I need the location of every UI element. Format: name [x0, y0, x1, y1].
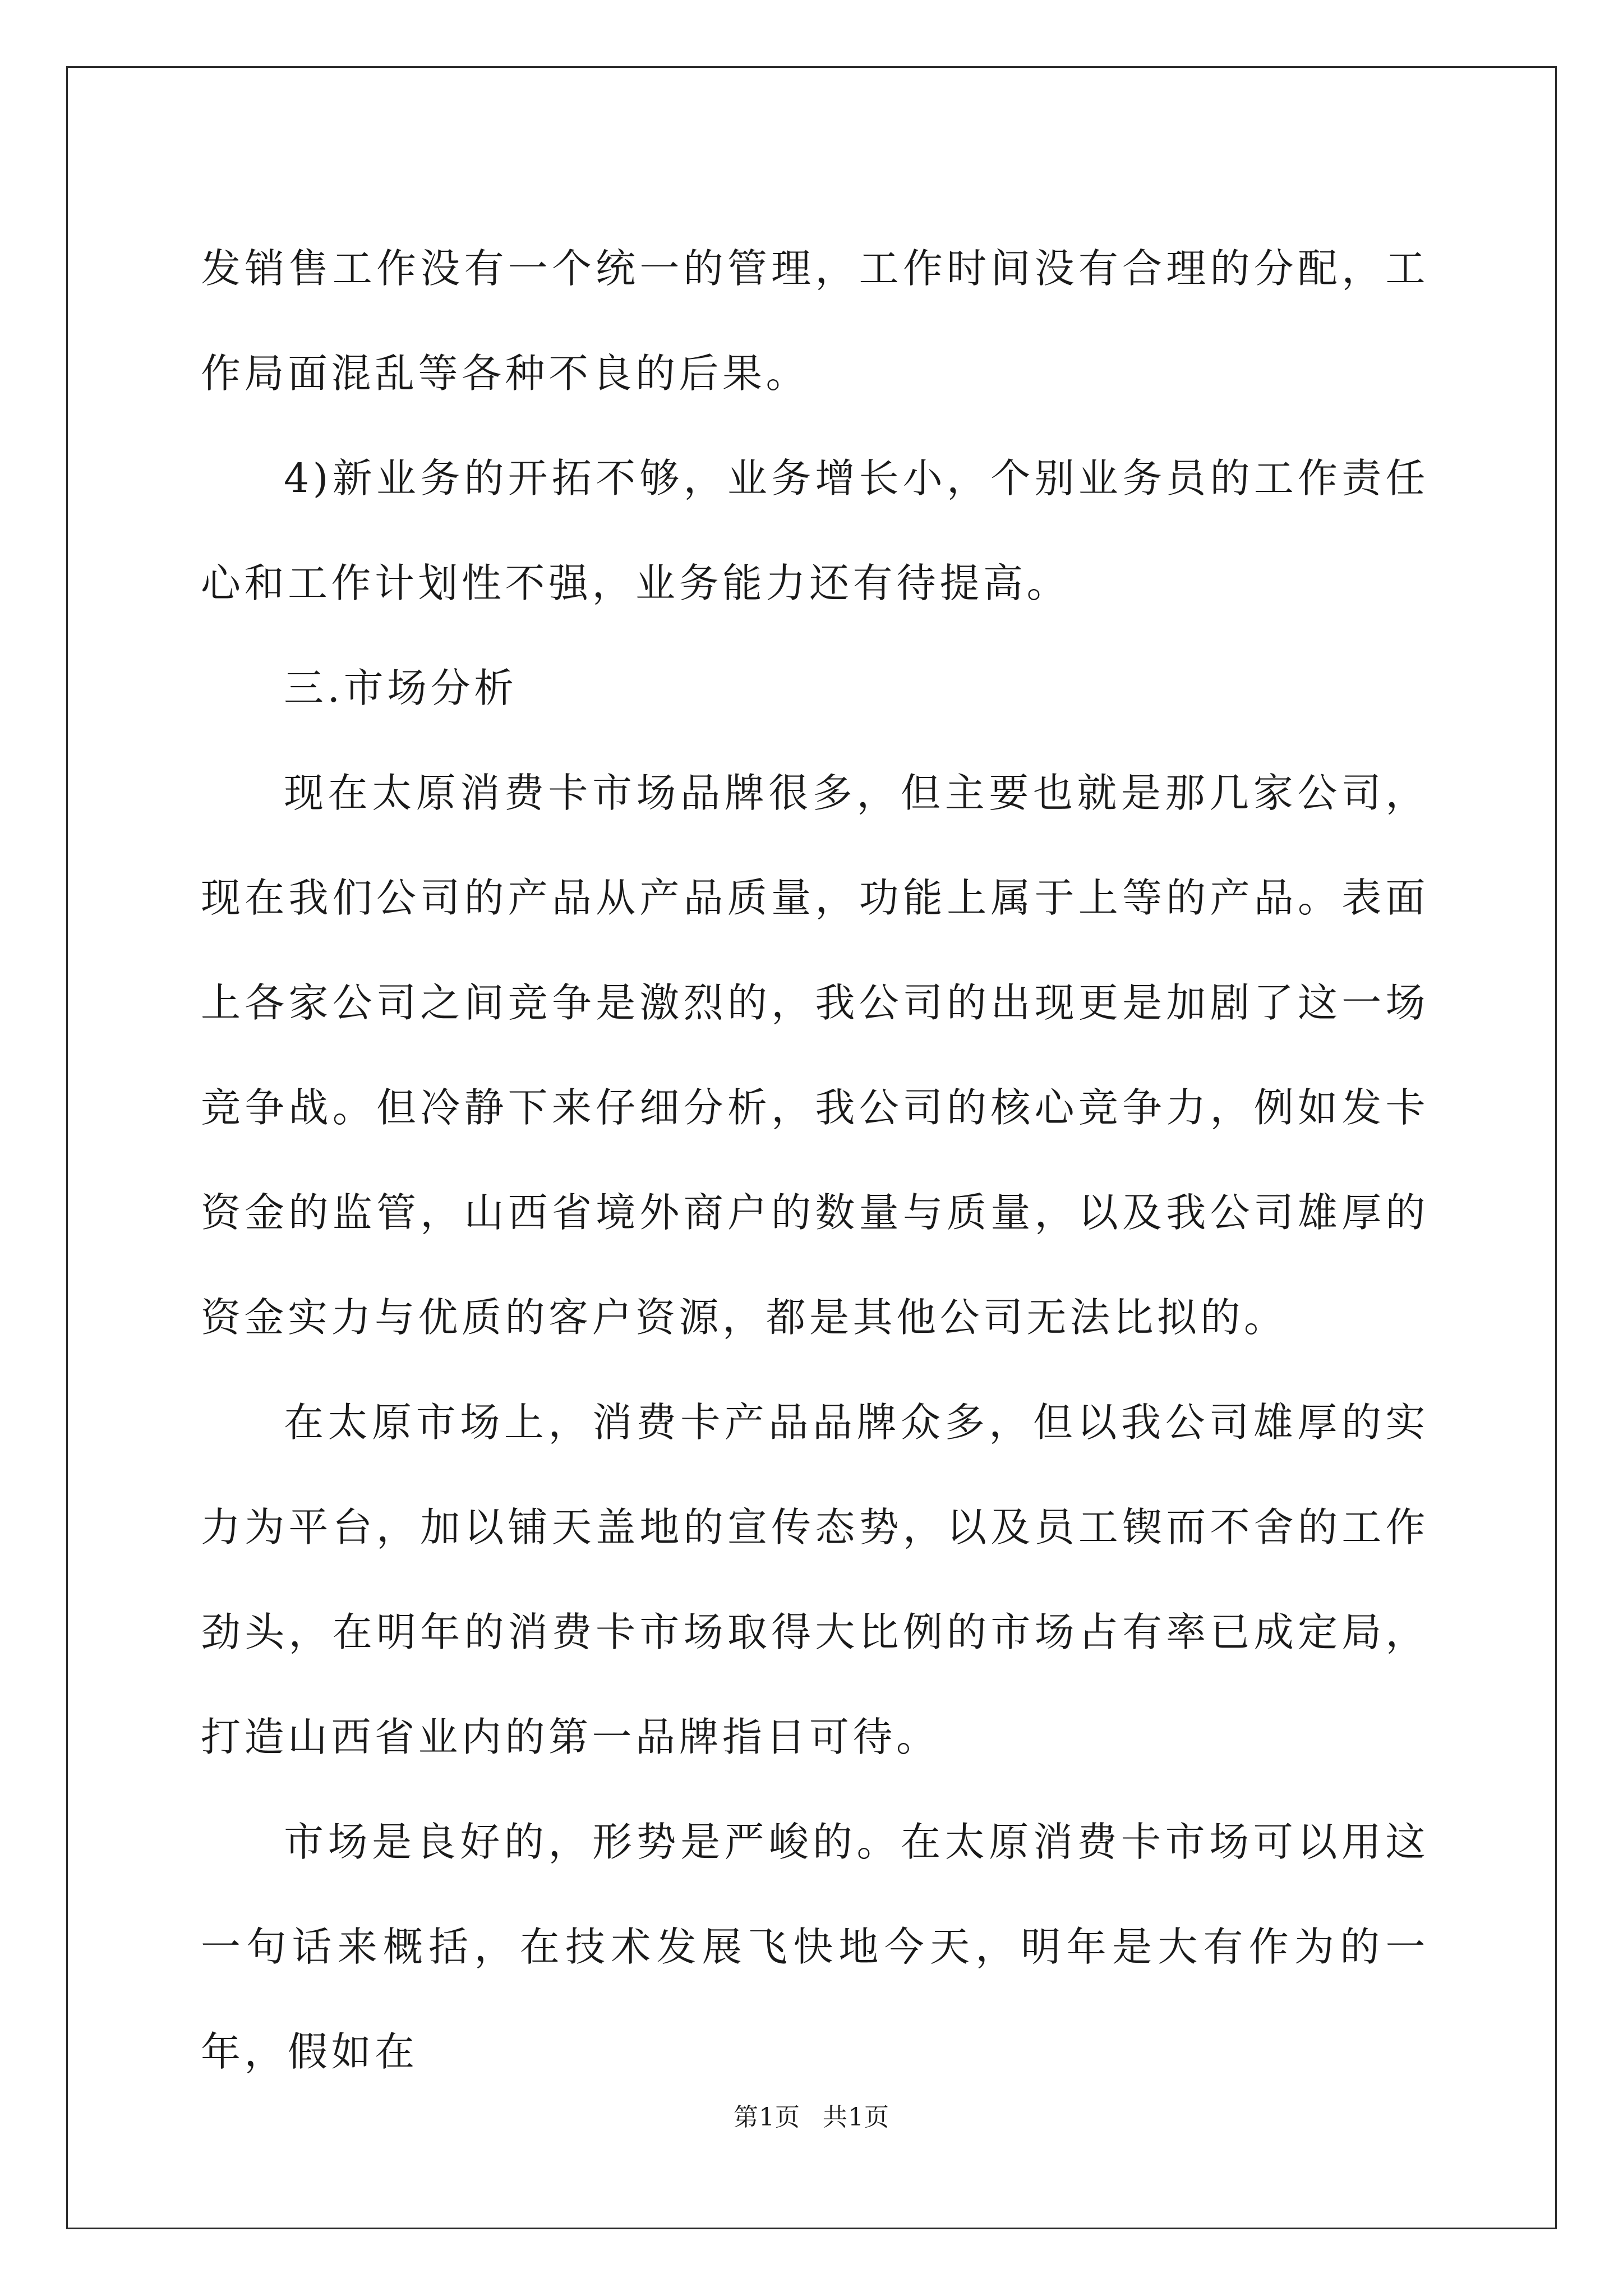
document-body [201, 216, 1429, 2104]
page-number-total: 共1页 [823, 2103, 889, 2132]
page-number-current: 第1页 [734, 2103, 800, 2132]
paragraph-continuation: 发销售工作没有一个统一的管理，工作时间没有合理的分配，工作局面混乱等各种不良的后果。 [201, 245, 1429, 397]
paragraph-item-4: 4)新业务的开拓不够，业务增长小，个别业务员的工作责任心和工作计划性不强，业务能力还有待提高。 [201, 455, 1429, 606]
page-footer [0, 2101, 1623, 2134]
paragraph-market-outlook: 市场是良好的，形势是严峻的。在太原消费卡市场可以用这一句话来概括，在技术发展飞快地今天，明年是大有作为的一年，假如在 [201, 1819, 1429, 2075]
paragraph-market-overview: 现在太原消费卡市场品牌很多，但主要也就是那几家公司，现在我们公司的产品从产品质量，功能上属于上等的产品。表面上各家公司之间竞争是激烈的，我公司的出现更是加剧了这一场竞争战。但冷静下来仔细分析，我公司的核心竞争力，例如发卡资金的监管，山西省境外商户的数量与质量，以及我公司雄厚的资金实力与优质的客户资源，都是其他公司无法比拟的。 [201, 770, 1429, 1341]
section-heading-market-analysis: 三.市场分析 [284, 665, 518, 711]
paragraph-taiyuan-market: 在太原市场上，消费卡产品品牌众多，但以我公司雄厚的实力为平台，加以铺天盖地的宣传态势，以及员工锲而不舍的工作劲头，在明年的消费卡市场取得大比例的市场占有率已成定局，打造山西省业内的第一品牌指日可待。 [201, 1399, 1429, 1760]
